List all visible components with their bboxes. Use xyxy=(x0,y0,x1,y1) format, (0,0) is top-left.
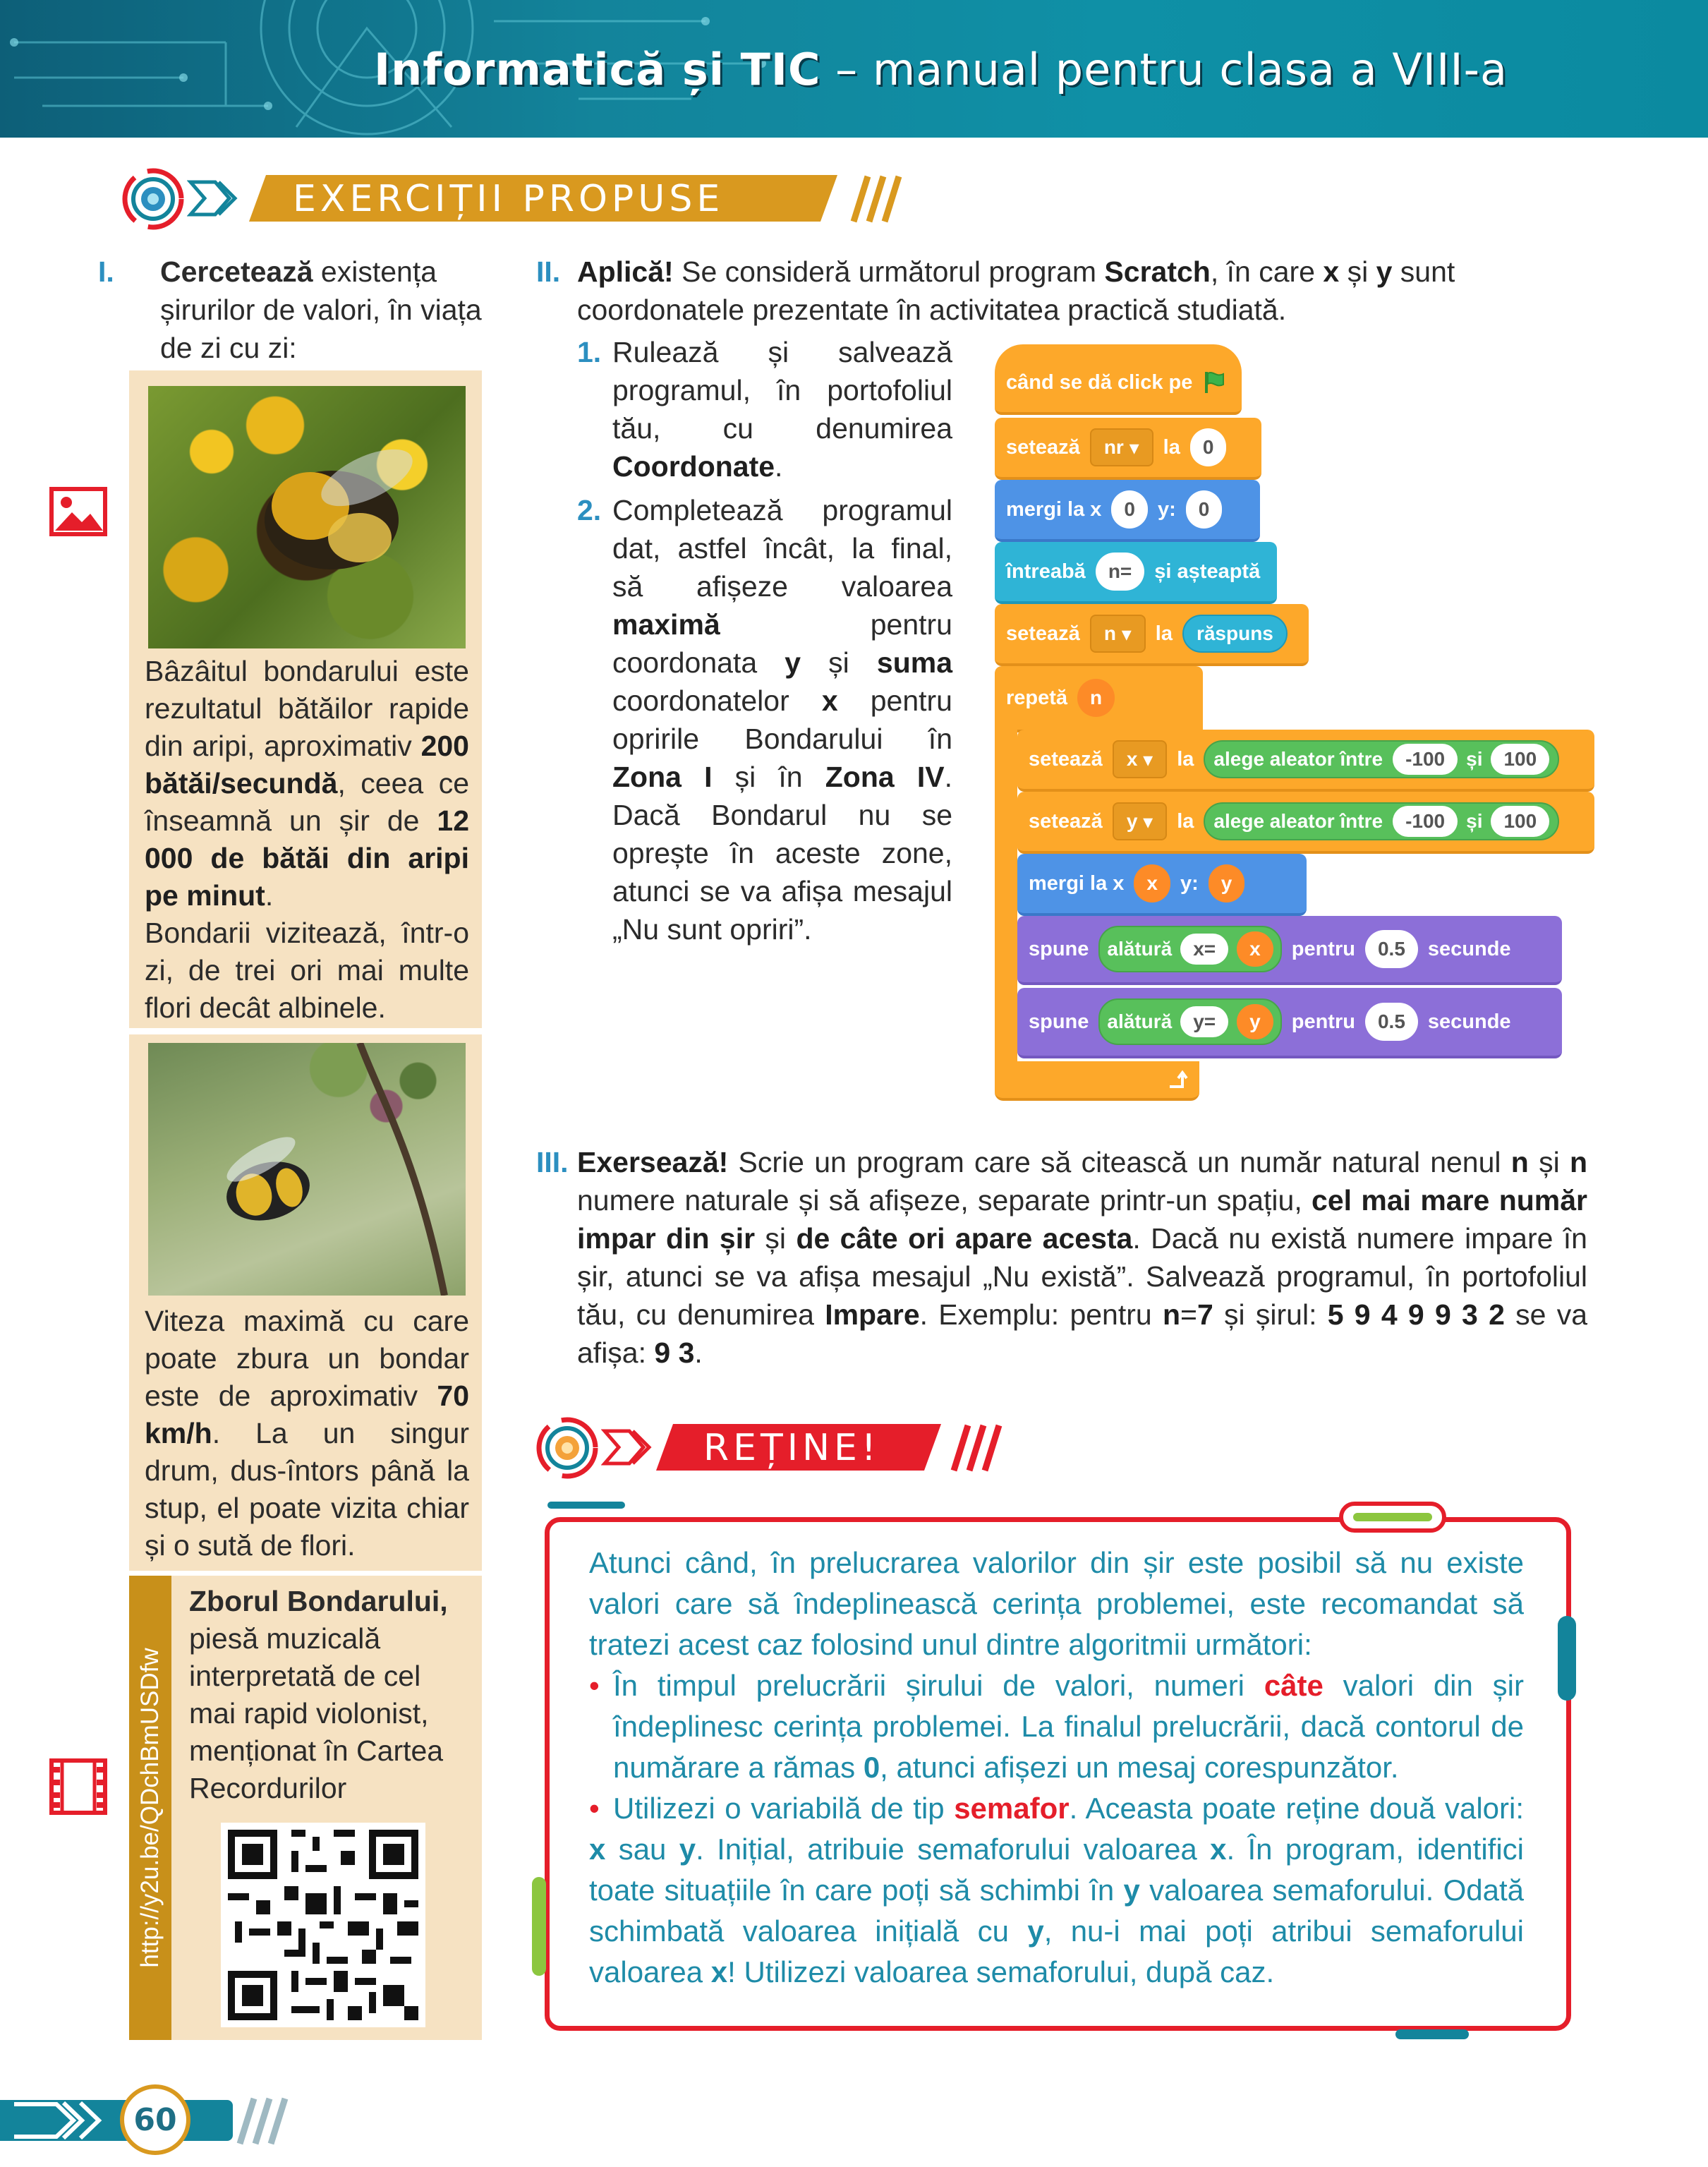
video-description: Zborul Bondarului, piesă muzicală interpretată de cel mai rapid violonist, menționat în Cartea Recordurilor xyxy=(189,1585,448,1804)
y-reporter[interactable]: y xyxy=(1209,864,1245,903)
random-reporter[interactable]: alege aleator între -100 și 100 xyxy=(1204,740,1559,778)
book-title: Informatică și TIC – manual pentru clasa a VIII-a xyxy=(374,44,1508,95)
green-flag-icon xyxy=(1202,370,1226,394)
double-arrow-icon xyxy=(14,2096,120,2145)
x-input[interactable]: 0 xyxy=(1111,490,1148,529)
var-dropdown[interactable]: x ▾ xyxy=(1113,740,1167,778)
exercise-2-step-1: 1. Rulează și salvează programul, în portofoliul tău, cu denumirea Coordonate. xyxy=(577,336,952,483)
say-y-block[interactable]: spune alătură y= y pentru 0.5 secunde xyxy=(1017,988,1562,1058)
slashes-decoration xyxy=(847,174,910,224)
var-dropdown[interactable]: n ▾ xyxy=(1090,615,1146,653)
video-url[interactable]: http://y2u.be/QDchBmUSDfw xyxy=(136,1648,164,1968)
repeat-arrow-icon xyxy=(1165,1070,1188,1091)
bumblebee-photo-2 xyxy=(148,1043,466,1296)
join-reporter[interactable]: alătură x= x xyxy=(1098,926,1281,972)
slashes-decoration xyxy=(233,2096,296,2147)
retine-banner xyxy=(531,1418,1010,1472)
exercise-2-intro: II. Aplică! Se consideră următorul program Scratch, în care x și y sunt coordonatele prezentate în activitatea practică studiată. xyxy=(536,255,1455,326)
answer-reporter[interactable]: răspuns xyxy=(1182,615,1288,653)
say-x-block[interactable]: spune alătură x= x pentru 0.5 secunde xyxy=(1017,916,1562,985)
bullet-icon: • xyxy=(589,1792,600,1825)
arrow-icon xyxy=(601,1424,665,1471)
set-y-random-block[interactable]: setează y ▾ la alege aleator între -100 și 100 xyxy=(1017,792,1594,854)
exercise-1-intro: I. Cercetează existența șirurilor de valori, în viața de zi cu zi: xyxy=(98,255,482,364)
slashes-decoration xyxy=(947,1423,1010,1473)
qr-code[interactable] xyxy=(221,1823,425,2027)
scratch-program xyxy=(995,344,1594,1113)
exercitii-banner xyxy=(116,169,907,223)
y-input[interactable]: 0 xyxy=(1186,490,1223,529)
video-box xyxy=(129,1576,482,2040)
retine-title: REȚINE! xyxy=(703,1427,880,1469)
page-number: 60 xyxy=(133,2101,177,2138)
fact-text-1: Bâzâitul bondarului este rezultatul bătăilor rapide din aripi, aproximativ 200 bătăi/secundă, ceea ce înseamnă un șir de 12 000 de bătăi din aripi pe minut. Bondarii vizitează, într-o zi, de trei ori mai multe flori decât albinele. xyxy=(145,655,469,1024)
exercise-2-step-2: 2. Completează programul dat, astfel încât, la final, să afișeze valoarea maximă pentru coordonata y și suma coordonatelor x pentru opririle Bondarului în Zona I și în Zona IV. Dacă Bondarul nu se oprește în aceste zone, atunci se va afișa mesajul „Nu sunt opriri”. xyxy=(577,494,952,946)
var-dropdown[interactable]: nr ▾ xyxy=(1090,428,1153,466)
fact-text-2: Viteza maximă cu care poate zbura un bondar este de aproximativ 70 km/h. La un singur drum, dus-întors până la stup, el poate vizita chiar și o sută de flori. xyxy=(145,1305,469,1562)
random-max[interactable]: 100 xyxy=(1491,744,1549,775)
join-reporter[interactable]: alătură y= y xyxy=(1098,998,1281,1045)
arrow-icon xyxy=(187,175,250,222)
x-reporter[interactable]: x xyxy=(1237,931,1273,967)
secs-input[interactable]: 0.5 xyxy=(1365,1003,1418,1041)
bullet-icon: • xyxy=(589,1669,600,1702)
join-text[interactable]: x= xyxy=(1180,934,1228,965)
page-footer xyxy=(0,2068,296,2167)
goto-xy-block[interactable]: mergi la x 0 y: 0 xyxy=(995,480,1260,542)
fact-box-2 xyxy=(129,1034,482,1571)
value-input[interactable]: 0 xyxy=(1190,428,1227,466)
video-url-strip[interactable] xyxy=(129,1576,171,2040)
ask-input[interactable]: n= xyxy=(1096,553,1144,591)
film-icon xyxy=(49,1758,107,1815)
retine-text: Atunci când, în prelucrarea valorilor din șir este posibil să nu existe valori care să îndeplinească cerința problemei, este recomandat să tratezi acest caz folosind unul dintre algoritmii următori: • În timpul prelucrării șirului de valori, numeri câte valori din șir îndeplinesc cerința problemei. La finalul prelucrării, dacă contorul de numărare a rămas 0, atunci afișezi un mesaj corespunzător. • Utilizezi o variabilă de tip semafor. Aceasta poate reține două valori: x sau y. Inițial, atribuie semaforului valoarea x. În program, identifici toate situațiile în care poți să schimbi în y valoarea semaforului. Odată schimbată valoarea inițială cu y, nu-i mai poți atribui semaforului valoarea x! Utilizezi valoarea semaforului, după caz. xyxy=(589,1546,1524,1988)
random-max[interactable]: 100 xyxy=(1491,806,1549,837)
set-nr-block[interactable]: setează nr ▾ la 0 xyxy=(995,418,1261,480)
fact-box-1 xyxy=(129,370,482,1028)
secs-input[interactable]: 0.5 xyxy=(1365,930,1418,968)
random-min[interactable]: -100 xyxy=(1393,744,1458,775)
goto-xy-var-block[interactable]: mergi la x x y: y xyxy=(1017,854,1307,916)
hat-block[interactable]: când se dă click pe xyxy=(995,344,1242,415)
set-n-block[interactable]: setează n ▾ la răspuns xyxy=(995,604,1309,666)
page-header xyxy=(0,0,1708,138)
target-icon xyxy=(531,1413,608,1483)
exercise-3: III. Exersează! Scrie un program care să citească un număr natural nenul n și n numere naturale și să afișeze, separate printr-un spațiu, cel mai mare număr impar din șir și de câte ori apare acesta. Dacă nu există numere impare în șir, atunci se va afișa mesajul „Nu există”. Salvează programul, în portofoliul tău, cu denumirea Impare. Exemplu: pentru n=7 și șirul: 5 9 4 9 9 3 2 se va afișa: 9 3. xyxy=(536,1146,1588,1369)
ask-block[interactable]: întreabă n= și așteaptă xyxy=(995,542,1277,604)
bumblebee-photo-1 xyxy=(148,386,466,648)
random-reporter[interactable]: alege aleator între -100 și 100 xyxy=(1204,802,1559,840)
y-reporter[interactable]: y xyxy=(1237,1004,1273,1039)
image-icon xyxy=(49,487,107,536)
target-icon xyxy=(116,164,194,234)
exercitii-title: EXERCIȚII PROPUSE xyxy=(293,178,725,220)
page-number-badge xyxy=(120,2084,190,2155)
set-x-random-block[interactable]: setează x ▾ la alege aleator între -100 și 100 xyxy=(1017,730,1594,792)
random-min[interactable]: -100 xyxy=(1393,806,1458,837)
bee-icon xyxy=(148,386,466,648)
join-text[interactable]: y= xyxy=(1180,1006,1228,1037)
var-dropdown[interactable]: y ▾ xyxy=(1113,802,1167,840)
repeat-count[interactable]: n xyxy=(1077,679,1115,717)
repeat-block[interactable]: repetă n xyxy=(995,666,1206,1104)
x-reporter[interactable]: x xyxy=(1134,864,1170,903)
